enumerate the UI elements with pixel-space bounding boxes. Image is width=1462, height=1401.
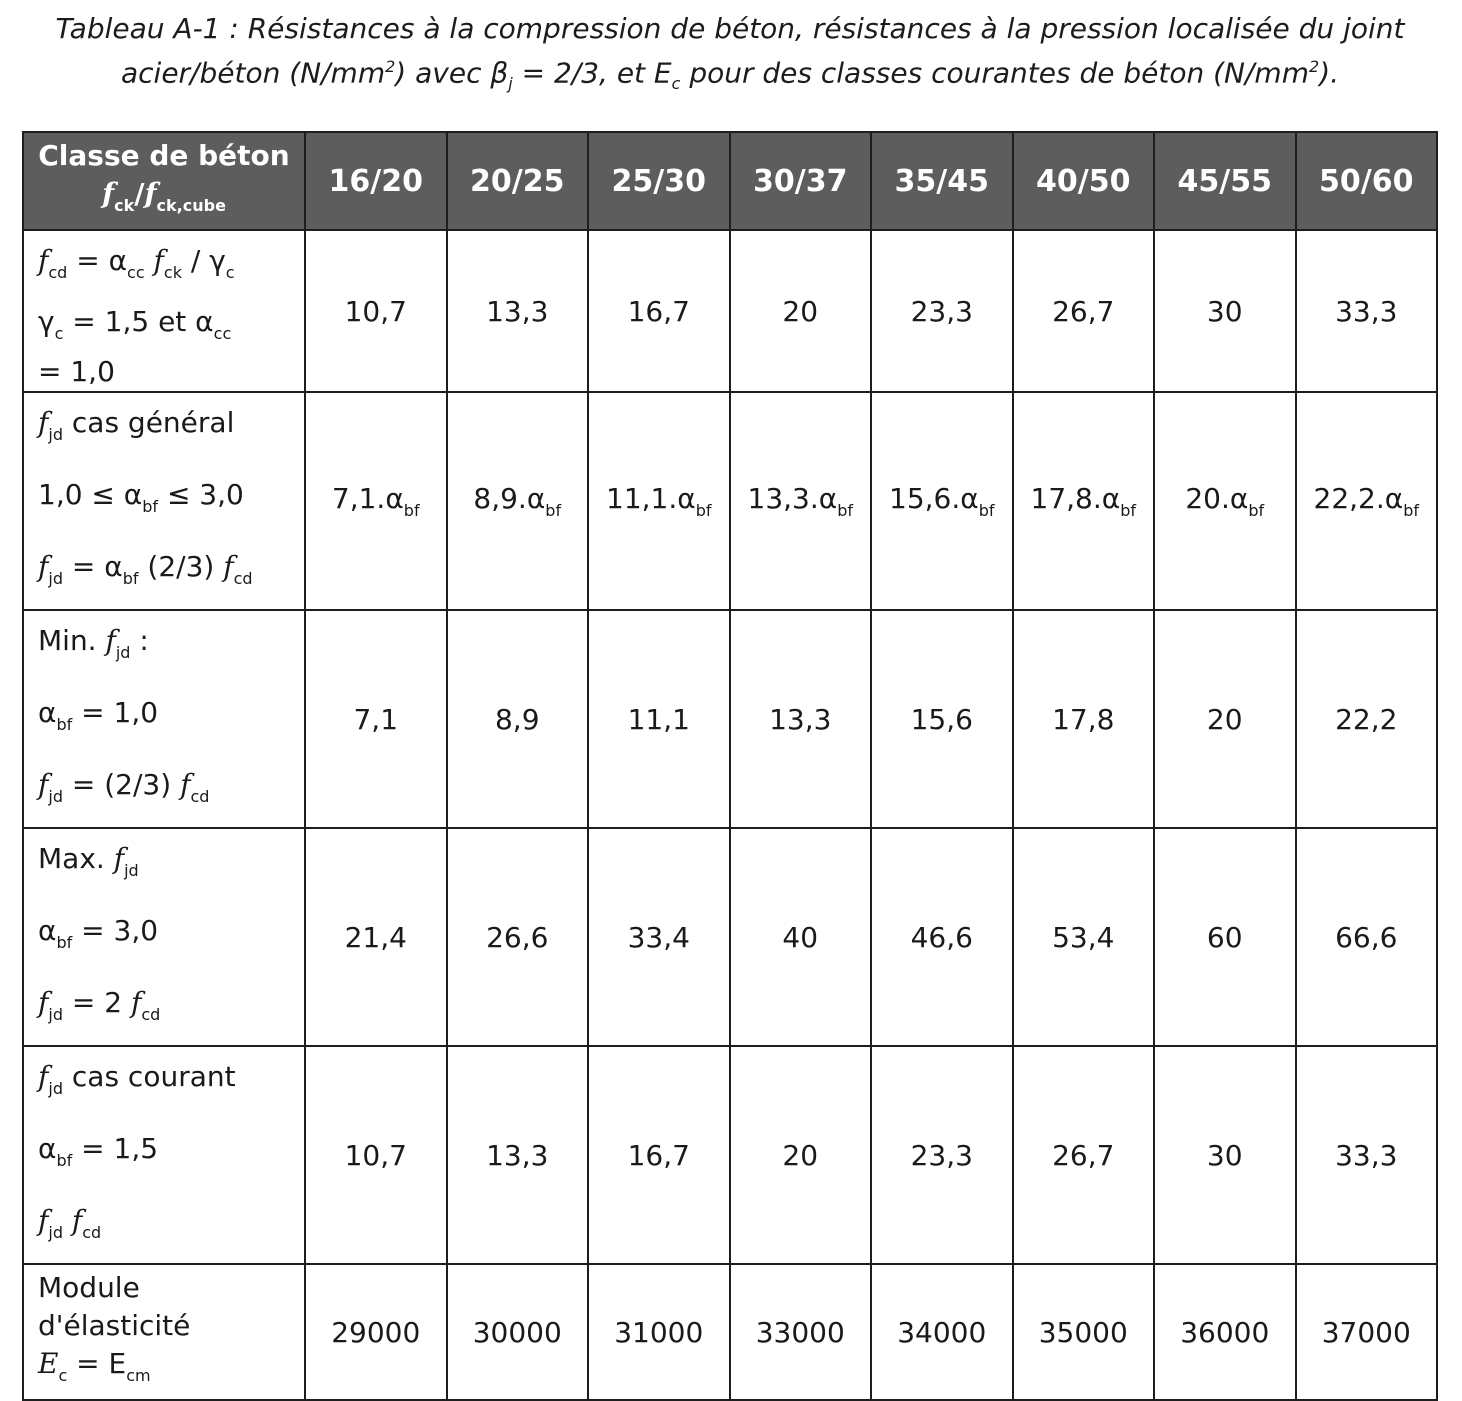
cell-value: 16,7 bbox=[588, 1046, 730, 1264]
cell-value: 7,1 bbox=[305, 610, 447, 828]
cell-value: 10,7 bbox=[305, 1046, 447, 1264]
row-label: $f_{cd} = \alpha_{cc}$ $f_{ck} / \gamma_c$ $\gamma_c = 1,5$ et $\alpha_{cc}$ = 1,0 bbox=[23, 230, 305, 392]
cell-value: 23,3 bbox=[871, 230, 1013, 392]
header-class: 16/20 bbox=[305, 132, 447, 230]
header-class: 25/30 bbox=[588, 132, 730, 230]
cell-value: 21,4 bbox=[305, 828, 447, 1046]
cell-value: 66,6 bbox=[1296, 828, 1438, 1046]
cell-value: $17,8.\alpha_{bf}$ bbox=[1013, 392, 1155, 610]
cell-value: 60 bbox=[1154, 828, 1296, 1046]
cell-value: 40 bbox=[730, 828, 872, 1046]
table-row-fjd-current bbox=[23, 1046, 1437, 1264]
cell-value: 20 bbox=[730, 1046, 872, 1264]
cell-value: 26,6 bbox=[447, 828, 589, 1046]
cell-value: 15,6 bbox=[871, 610, 1013, 828]
cell-value: 17,8 bbox=[1013, 610, 1155, 828]
header-class: 40/50 bbox=[1013, 132, 1155, 230]
header-concrete-class: Classe de béton $f_{ck}/f_{ck,cube}$ bbox=[23, 132, 305, 230]
cell-value: 13,3 bbox=[447, 1046, 589, 1264]
cell-value: 26,7 bbox=[1013, 1046, 1155, 1264]
row-label: Max. $f_{jd}$ $\alpha_{bf} = 3,0$ $f_{jd} = 2$ $f_{cd}$ bbox=[23, 828, 305, 1046]
cell-value: 30 bbox=[1154, 230, 1296, 392]
cell-value: 13,3 bbox=[730, 610, 872, 828]
cell-value: $20.\alpha_{bf}$ bbox=[1154, 392, 1296, 610]
caption-line-1: Tableau A-1 : Résistances à la compression de béton, résistances à la pression localisée du joint bbox=[55, 12, 1405, 45]
cell-value: 34000 bbox=[871, 1264, 1013, 1400]
cell-value: 23,3 bbox=[871, 1046, 1013, 1264]
cell-value: 22,2 bbox=[1296, 610, 1438, 828]
header-class: 50/60 bbox=[1296, 132, 1438, 230]
cell-value: $22,2.\alpha_{bf}$ bbox=[1296, 392, 1438, 610]
cell-value: 36000 bbox=[1154, 1264, 1296, 1400]
table-row-elastic-modulus bbox=[23, 1264, 1437, 1400]
cell-value: 8,9 bbox=[447, 610, 589, 828]
row-label: Module d'élasticité $E_c = E_{cm}$ bbox=[23, 1264, 305, 1400]
cell-value: $15,6.\alpha_{bf}$ bbox=[871, 392, 1013, 610]
cell-value: 16,7 bbox=[588, 230, 730, 392]
table-row-min-fjd bbox=[23, 610, 1437, 828]
cell-value: 11,1 bbox=[588, 610, 730, 828]
table-row-fcd bbox=[23, 230, 1437, 392]
cell-value: 46,6 bbox=[871, 828, 1013, 1046]
cell-value: $13,3.\alpha_{bf}$ bbox=[730, 392, 872, 610]
cell-value: 33,3 bbox=[1296, 1046, 1438, 1264]
cell-value: 29000 bbox=[305, 1264, 447, 1400]
cell-value: 20 bbox=[1154, 610, 1296, 828]
cell-value: $11,1.\alpha_{bf}$ bbox=[588, 392, 730, 610]
header-row bbox=[23, 132, 1437, 230]
cell-value: $8,9.\alpha_{bf}$ bbox=[447, 392, 589, 610]
cell-value: 53,4 bbox=[1013, 828, 1155, 1046]
cell-value: 37000 bbox=[1296, 1264, 1438, 1400]
row-label: $f_{jd}$ cas général $1,0 \le \alpha_{bf} \le 3,0$ $f_{jd} = \alpha_{bf}$ (2/3) $f_{cd}$ bbox=[23, 392, 305, 610]
table-row-max-fjd bbox=[23, 828, 1437, 1046]
row-label: Min. $f_{jd}$ : $\alpha_{bf} = 1,0$ $f_{jd} = (2/3)$ $f_{cd}$ bbox=[23, 610, 305, 828]
header-class: 35/45 bbox=[871, 132, 1013, 230]
cell-value: $7,1.\alpha_{bf}$ bbox=[305, 392, 447, 610]
cell-value: 33,3 bbox=[1296, 230, 1438, 392]
table-row-fjd-general bbox=[23, 392, 1437, 610]
cell-value: 30000 bbox=[447, 1264, 589, 1400]
cell-value: 33000 bbox=[730, 1264, 872, 1400]
header-class: 30/37 bbox=[730, 132, 872, 230]
cell-value: 13,3 bbox=[447, 230, 589, 392]
caption-line-2: acier/béton $(N/mm^2)$ avec $\beta_j = 2/3$, et $E_c$ pour des classes courantes de béton $(N/mm^2)$. bbox=[120, 56, 1340, 93]
cell-value: 31000 bbox=[588, 1264, 730, 1400]
cell-value: 35000 bbox=[1013, 1264, 1155, 1400]
cell-value: 10,7 bbox=[305, 230, 447, 392]
cell-value: 30 bbox=[1154, 1046, 1296, 1264]
cell-value: 26,7 bbox=[1013, 230, 1155, 392]
header-class: 45/55 bbox=[1154, 132, 1296, 230]
concrete-strength-table bbox=[22, 131, 1438, 1401]
cell-value: 33,4 bbox=[588, 828, 730, 1046]
row-label: $f_{jd}$ cas courant $\alpha_{bf} = 1,5$ $f_{jd}$ $f_{cd}$ bbox=[23, 1046, 305, 1264]
header-class: 20/25 bbox=[447, 132, 589, 230]
cell-value: 20 bbox=[730, 230, 872, 392]
table-caption bbox=[30, 10, 1430, 103]
